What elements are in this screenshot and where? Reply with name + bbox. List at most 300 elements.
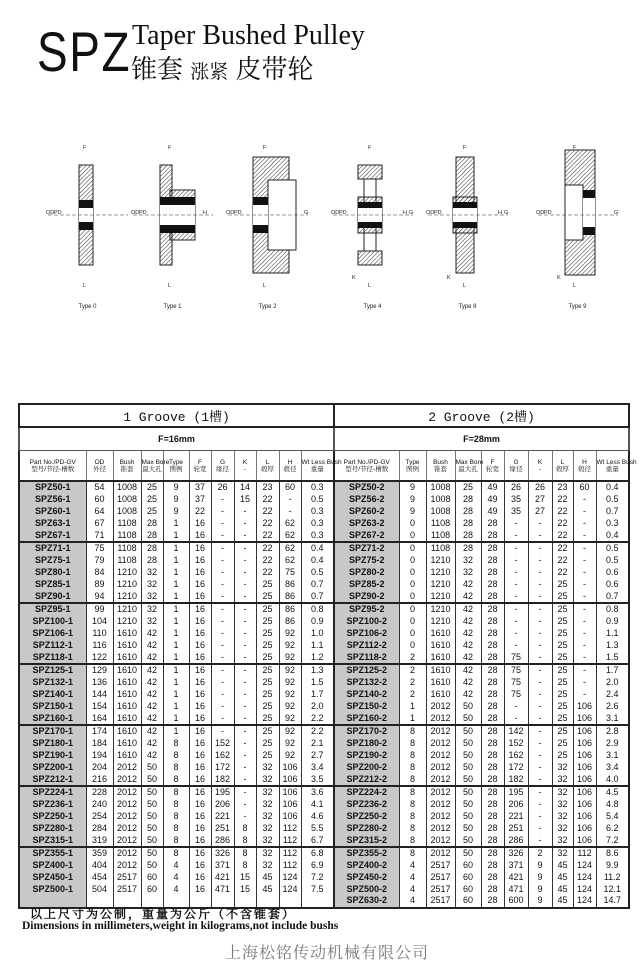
table-cell: 22 xyxy=(256,494,279,506)
page-title xyxy=(0,0,400,100)
table-cell: 45 xyxy=(552,860,573,872)
part-number-cell: SPZ315-2 xyxy=(334,834,399,847)
table-cell: 8 xyxy=(234,847,256,860)
table-cell: 50 xyxy=(455,712,481,725)
part-number-cell: SPZ224-2 xyxy=(334,786,399,799)
table-cell: 28 xyxy=(481,651,504,664)
table-cell: 1 xyxy=(163,712,189,725)
part-number-cell: SPZ224-1 xyxy=(19,786,86,799)
table-cell: 1.1 xyxy=(301,639,334,651)
table-cell: 9 xyxy=(528,860,552,872)
table-cell: 2012 xyxy=(113,811,141,823)
table-cell: 4 xyxy=(399,860,426,872)
table-cell: 6.9 xyxy=(301,860,334,872)
table-cell: 106 xyxy=(279,811,301,823)
dimension-label-od: OD xyxy=(131,210,140,216)
table-cell: 2012 xyxy=(113,847,141,860)
table-cell: 28 xyxy=(481,847,504,860)
table-cell: 42 xyxy=(455,578,481,590)
table-cell: 2517 xyxy=(113,883,141,895)
table-cell: 42 xyxy=(141,689,163,701)
table-cell: 0 xyxy=(399,628,426,640)
table-cell: 4 xyxy=(163,860,189,872)
table-cell: 0 xyxy=(399,529,426,542)
table-cell: 42 xyxy=(455,628,481,640)
table-cell: 3.4 xyxy=(596,761,629,773)
table-cell: 22 xyxy=(552,567,573,579)
table-cell: 6.2 xyxy=(596,822,629,834)
column-header xyxy=(256,451,279,482)
table-cell: 28 xyxy=(455,529,481,542)
title-cn-part-a: 锥套 xyxy=(131,54,184,84)
table-cell: 22 xyxy=(552,542,573,555)
table-cell: 504 xyxy=(86,883,113,895)
table-cell: 2012 xyxy=(426,761,455,773)
table-cell: - xyxy=(234,517,256,529)
dimension-label-f: F xyxy=(573,145,577,151)
table-cell: 42 xyxy=(141,738,163,750)
table-cell: 50 xyxy=(455,700,481,712)
table-cell: 1.0 xyxy=(301,628,334,640)
part-number-cell: SPZ100-2 xyxy=(334,616,399,628)
table-cell: 8 xyxy=(163,799,189,811)
table-cell: 7.2 xyxy=(596,834,629,847)
table-cell: 2012 xyxy=(113,860,141,872)
table-cell: - xyxy=(211,651,234,664)
dimension-label-od: OD xyxy=(536,210,545,216)
table-cell: - xyxy=(528,712,552,725)
table-cell: 22 xyxy=(552,555,573,567)
part-number-cell: SPZ75-1 xyxy=(19,555,86,567)
table-cell: 4.5 xyxy=(596,786,629,799)
table-cell: 3.6 xyxy=(301,786,334,799)
table-cell: 16 xyxy=(189,700,211,712)
table-cell: 32 xyxy=(455,567,481,579)
table-row xyxy=(19,616,629,628)
table-cell: 1108 xyxy=(113,555,141,567)
table-cell: 75 xyxy=(504,689,528,701)
table-cell: 28 xyxy=(481,639,504,651)
table-cell: 25 xyxy=(552,700,573,712)
table-cell: 1 xyxy=(399,700,426,712)
table-cell: 22 xyxy=(256,567,279,579)
table-cell: 326 xyxy=(211,847,234,860)
table-cell: 112 xyxy=(279,822,301,834)
column-header xyxy=(234,451,256,482)
table-cell: 0.6 xyxy=(596,567,629,579)
table-cell: - xyxy=(234,603,256,616)
part-number-cell: SPZ212-2 xyxy=(334,773,399,786)
table-cell: 194 xyxy=(86,750,113,762)
table-cell: 25 xyxy=(552,616,573,628)
table-cell: 8 xyxy=(163,811,189,823)
table-cell: 1610 xyxy=(426,689,455,701)
pulley-diagram xyxy=(530,135,625,310)
table-cell: 1 xyxy=(163,578,189,590)
table-cell: 228 xyxy=(86,786,113,799)
table-cell: 240 xyxy=(86,799,113,811)
table-cell: 9 xyxy=(528,872,552,884)
part-number-cell: SPZ67-1 xyxy=(19,529,86,542)
dimension-label-l: L xyxy=(573,283,577,289)
table-cell: 32 xyxy=(552,822,573,834)
table-cell: 28 xyxy=(455,494,481,506)
table-cell: - xyxy=(528,542,552,555)
table-cell: 25 xyxy=(552,677,573,689)
table-cell: - xyxy=(234,651,256,664)
table-row xyxy=(19,529,629,542)
dimension-label-pd: PD xyxy=(434,210,442,216)
table-cell: - xyxy=(211,725,234,738)
table-cell: 1610 xyxy=(113,712,141,725)
table-cell: 16 xyxy=(189,651,211,664)
table-cell: 2012 xyxy=(113,834,141,847)
part-number-cell: SPZ60-2 xyxy=(334,506,399,518)
table-cell: 2 xyxy=(399,651,426,664)
table-cell: 251 xyxy=(504,822,528,834)
part-number-cell: SPZ355-1 xyxy=(19,847,86,860)
part-number-cell: SPZ56-1 xyxy=(19,494,86,506)
table-row xyxy=(19,725,629,738)
part-number-cell: SPZ315-1 xyxy=(19,834,86,847)
table-cell: 2.2 xyxy=(301,712,334,725)
table-cell: 8 xyxy=(399,738,426,750)
table-cell: 204 xyxy=(86,761,113,773)
table-cell: 2.8 xyxy=(596,725,629,738)
table-cell: 92 xyxy=(279,664,301,677)
table-cell: 28 xyxy=(481,750,504,762)
table-cell: 404 xyxy=(86,860,113,872)
column-header-en: G xyxy=(219,458,226,466)
table-cell: 1108 xyxy=(113,529,141,542)
table-cell: 1210 xyxy=(426,567,455,579)
table-cell: 6.7 xyxy=(301,834,334,847)
table-cell: 22 xyxy=(552,506,573,518)
table-cell: 60 xyxy=(279,481,301,494)
table-cell: 16 xyxy=(189,872,211,884)
table-cell: 152 xyxy=(504,738,528,750)
table-cell: 25 xyxy=(141,481,163,494)
dimension-label-pd: PD xyxy=(139,210,147,216)
part-number-cell: SPZ170-1 xyxy=(19,725,86,738)
table-cell: - xyxy=(528,822,552,834)
part-number-cell: SPZ190-2 xyxy=(334,750,399,762)
column-header-cn: 最大孔 xyxy=(458,465,478,473)
table-cell: 4.6 xyxy=(301,811,334,823)
pulley-diagram xyxy=(40,135,135,310)
table-cell: - xyxy=(234,773,256,786)
table-cell: 4 xyxy=(399,872,426,884)
table-cell: 35 xyxy=(504,506,528,518)
table-row xyxy=(19,761,629,773)
table-cell: 154 xyxy=(86,700,113,712)
table-cell: 124 xyxy=(573,872,596,884)
table-cell: - xyxy=(234,639,256,651)
column-header-cn: 毂厚 xyxy=(556,465,569,473)
column-header xyxy=(211,451,234,482)
table-cell: 1610 xyxy=(113,651,141,664)
table-cell: 15 xyxy=(234,494,256,506)
part-number-cell: SPZ106-1 xyxy=(19,628,86,640)
table-cell: 1108 xyxy=(113,542,141,555)
table-cell: 16 xyxy=(189,834,211,847)
table-cell: 42 xyxy=(141,725,163,738)
table-cell: 16 xyxy=(189,590,211,603)
table-cell: 50 xyxy=(141,799,163,811)
table-cell: 28 xyxy=(481,811,504,823)
table-row xyxy=(19,700,629,712)
table-cell: - xyxy=(573,616,596,628)
table-cell: 22 xyxy=(256,517,279,529)
table-cell: 7.5 xyxy=(301,883,334,895)
table-cell: 2012 xyxy=(426,773,455,786)
table-cell: 60 xyxy=(141,872,163,884)
company-name: 上海松铭传动机械有限公司 xyxy=(225,943,430,962)
table-row xyxy=(19,590,629,603)
table-cell: - xyxy=(211,555,234,567)
table-cell: 28 xyxy=(481,616,504,628)
table-cell: 286 xyxy=(504,834,528,847)
table-cell: 25 xyxy=(455,481,481,494)
table-cell: 92 xyxy=(279,677,301,689)
table-cell: 37 xyxy=(189,481,211,494)
table-cell: 1 xyxy=(163,725,189,738)
table-cell: - xyxy=(528,603,552,616)
table-cell: 371 xyxy=(211,860,234,872)
table-row xyxy=(19,506,629,518)
table-cell: - xyxy=(211,590,234,603)
table-cell: 1610 xyxy=(113,639,141,651)
table-cell: 2012 xyxy=(113,786,141,799)
table-cell: 2.7 xyxy=(301,750,334,762)
table-cell: - xyxy=(504,590,528,603)
table-cell: 25 xyxy=(256,603,279,616)
table-cell: - xyxy=(234,555,256,567)
table-cell: 32 xyxy=(256,822,279,834)
table-cell: 9.9 xyxy=(596,860,629,872)
table-cell: 25 xyxy=(552,651,573,664)
table-cell: 9 xyxy=(163,481,189,494)
groove2-title: 2 Groove (2槽) xyxy=(334,404,629,427)
table-cell: - xyxy=(573,529,596,542)
table-cell: 0.5 xyxy=(301,494,334,506)
table-cell: 3.4 xyxy=(301,761,334,773)
table-cell: 60 xyxy=(455,883,481,895)
table-cell: - xyxy=(528,750,552,762)
table-cell: 1108 xyxy=(426,529,455,542)
table-cell: 50 xyxy=(141,811,163,823)
table-cell: 75 xyxy=(86,542,113,555)
table-cell: 94 xyxy=(86,590,113,603)
table-cell: - xyxy=(211,712,234,725)
table-cell: 1108 xyxy=(113,517,141,529)
table-cell: 28 xyxy=(141,555,163,567)
table-cell: 8 xyxy=(399,773,426,786)
table-cell: 12.1 xyxy=(596,883,629,895)
table-row xyxy=(19,712,629,725)
part-number-cell: SPZ160-2 xyxy=(334,712,399,725)
table-cell: - xyxy=(234,664,256,677)
table-cell: 8 xyxy=(163,847,189,860)
table-cell: 32 xyxy=(256,786,279,799)
table-cell: 2012 xyxy=(426,712,455,725)
table-cell: 16 xyxy=(189,542,211,555)
dimension-label-h: H xyxy=(403,210,407,216)
table-cell: 25 xyxy=(552,750,573,762)
dimension-label-f: F xyxy=(263,145,267,151)
table-cell: 28 xyxy=(481,761,504,773)
dimension-label-g: G xyxy=(304,210,309,216)
table-cell: 28 xyxy=(481,555,504,567)
column-header-cn: 轮宽 xyxy=(193,465,207,473)
title-cn-part-c: 皮带轮 xyxy=(235,54,314,84)
part-number-cell: SPZ85-1 xyxy=(19,578,86,590)
table-row xyxy=(19,555,629,567)
column-header xyxy=(426,451,455,482)
table-cell: - xyxy=(504,555,528,567)
column-header xyxy=(86,451,113,482)
dimension-label-g: G xyxy=(504,210,509,216)
table-cell: 49 xyxy=(481,494,504,506)
table-cell: 1.7 xyxy=(596,664,629,677)
part-number-cell: SPZ80-2 xyxy=(334,567,399,579)
table-cell: 251 xyxy=(211,822,234,834)
table-cell: 124 xyxy=(573,895,596,908)
table-cell: - xyxy=(279,506,301,518)
diagram-label: Type 1 xyxy=(163,304,182,310)
diagram-label: Type 9 xyxy=(568,304,587,310)
table-cell: 2012 xyxy=(426,700,455,712)
table-cell: 42 xyxy=(141,700,163,712)
table-cell: 106 xyxy=(573,700,596,712)
table-cell: 162 xyxy=(211,750,234,762)
table-cell: 2012 xyxy=(113,799,141,811)
table-cell: 8.6 xyxy=(596,847,629,860)
pulley-diagram xyxy=(125,135,220,310)
table-row xyxy=(19,883,629,895)
table-row xyxy=(19,773,629,786)
column-header xyxy=(163,451,189,482)
table-cell: 2 xyxy=(399,664,426,677)
table-cell: 2.4 xyxy=(596,689,629,701)
dimension-label-k: K xyxy=(447,275,451,281)
part-number-cell: SPZ200-1 xyxy=(19,761,86,773)
part-number-cell: SPZ160-1 xyxy=(19,712,86,725)
table-cell: 0.6 xyxy=(596,578,629,590)
dimension-label-pd: PD xyxy=(54,210,62,216)
table-cell: 92 xyxy=(279,750,301,762)
part-number-cell: SPZ80-1 xyxy=(19,567,86,579)
table-cell: 32 xyxy=(141,567,163,579)
table-cell: 75 xyxy=(504,651,528,664)
table-cell: - xyxy=(504,529,528,542)
table-cell: 32 xyxy=(256,860,279,872)
table-cell: 32 xyxy=(455,555,481,567)
table-cell: 371 xyxy=(504,860,528,872)
table-cell: 1610 xyxy=(113,738,141,750)
table-cell: 32 xyxy=(141,578,163,590)
table-cell: 79 xyxy=(86,555,113,567)
table-cell: 32 xyxy=(256,811,279,823)
table-cell: - xyxy=(234,542,256,555)
table-cell: 2517 xyxy=(426,860,455,872)
table-cell: 1 xyxy=(163,628,189,640)
part-number-cell: SPZ140-1 xyxy=(19,689,86,701)
table-cell: 28 xyxy=(481,738,504,750)
table-cell: - xyxy=(573,628,596,640)
part-number-cell: SPZ190-1 xyxy=(19,750,86,762)
pulley-diagram xyxy=(220,135,315,310)
table-cell: 32 xyxy=(552,799,573,811)
table-cell: - xyxy=(573,517,596,529)
table-cell: 25 xyxy=(552,639,573,651)
table-cell: 50 xyxy=(455,847,481,860)
column-header xyxy=(19,451,86,482)
table-cell: - xyxy=(504,628,528,640)
table-cell: 32 xyxy=(256,799,279,811)
table-cell: 106 xyxy=(573,773,596,786)
table-row xyxy=(19,689,629,701)
table-cell: 4.0 xyxy=(596,773,629,786)
pulley-type-diagrams xyxy=(30,135,630,310)
table-cell: 0 xyxy=(399,542,426,555)
table-cell: 0.5 xyxy=(596,542,629,555)
table-cell: 16 xyxy=(189,628,211,640)
table-cell: 2.0 xyxy=(596,677,629,689)
table-cell: 1610 xyxy=(113,725,141,738)
table-cell: 26 xyxy=(211,481,234,494)
table-cell: - xyxy=(528,811,552,823)
column-header xyxy=(334,451,399,482)
table-cell: 1.5 xyxy=(301,677,334,689)
table-cell: 45 xyxy=(552,883,573,895)
table-cell: 84 xyxy=(86,567,113,579)
table-cell: 471 xyxy=(211,883,234,895)
table-cell: 2012 xyxy=(426,834,455,847)
column-header-cn: 毂厚 xyxy=(261,465,274,473)
series-code: SPZ xyxy=(37,20,132,83)
table-cell: 1 xyxy=(163,616,189,628)
dimension-label-pd: PD xyxy=(544,210,552,216)
table-cell: - xyxy=(528,567,552,579)
table-row xyxy=(19,860,629,872)
part-number-cell: SPZ56-2 xyxy=(334,494,399,506)
table-cell: 0.3 xyxy=(301,517,334,529)
table-cell: 25 xyxy=(256,700,279,712)
table-cell: 106 xyxy=(573,834,596,847)
table-cell: 45 xyxy=(552,895,573,908)
table-cell: 22 xyxy=(552,529,573,542)
part-number-cell: SPZ250-2 xyxy=(334,811,399,823)
part-number-cell: SPZ75-2 xyxy=(334,555,399,567)
table-cell: 8 xyxy=(399,750,426,762)
table-cell: 1610 xyxy=(426,664,455,677)
column-header-cn: 缘径 xyxy=(216,465,229,473)
table-cell: 62 xyxy=(279,542,301,555)
table-cell: - xyxy=(528,786,552,799)
table-cell: 42 xyxy=(455,689,481,701)
column-header-en: Type xyxy=(405,458,420,466)
table-cell: 16 xyxy=(189,811,211,823)
column-header-en: H xyxy=(582,458,587,466)
table-cell: 4.8 xyxy=(596,799,629,811)
table-cell: 1610 xyxy=(426,639,455,651)
table-cell: 1008 xyxy=(426,494,455,506)
table-row xyxy=(19,822,629,834)
table-cell: 106 xyxy=(279,773,301,786)
table-cell: 4 xyxy=(399,895,426,908)
table-cell: 16 xyxy=(189,664,211,677)
